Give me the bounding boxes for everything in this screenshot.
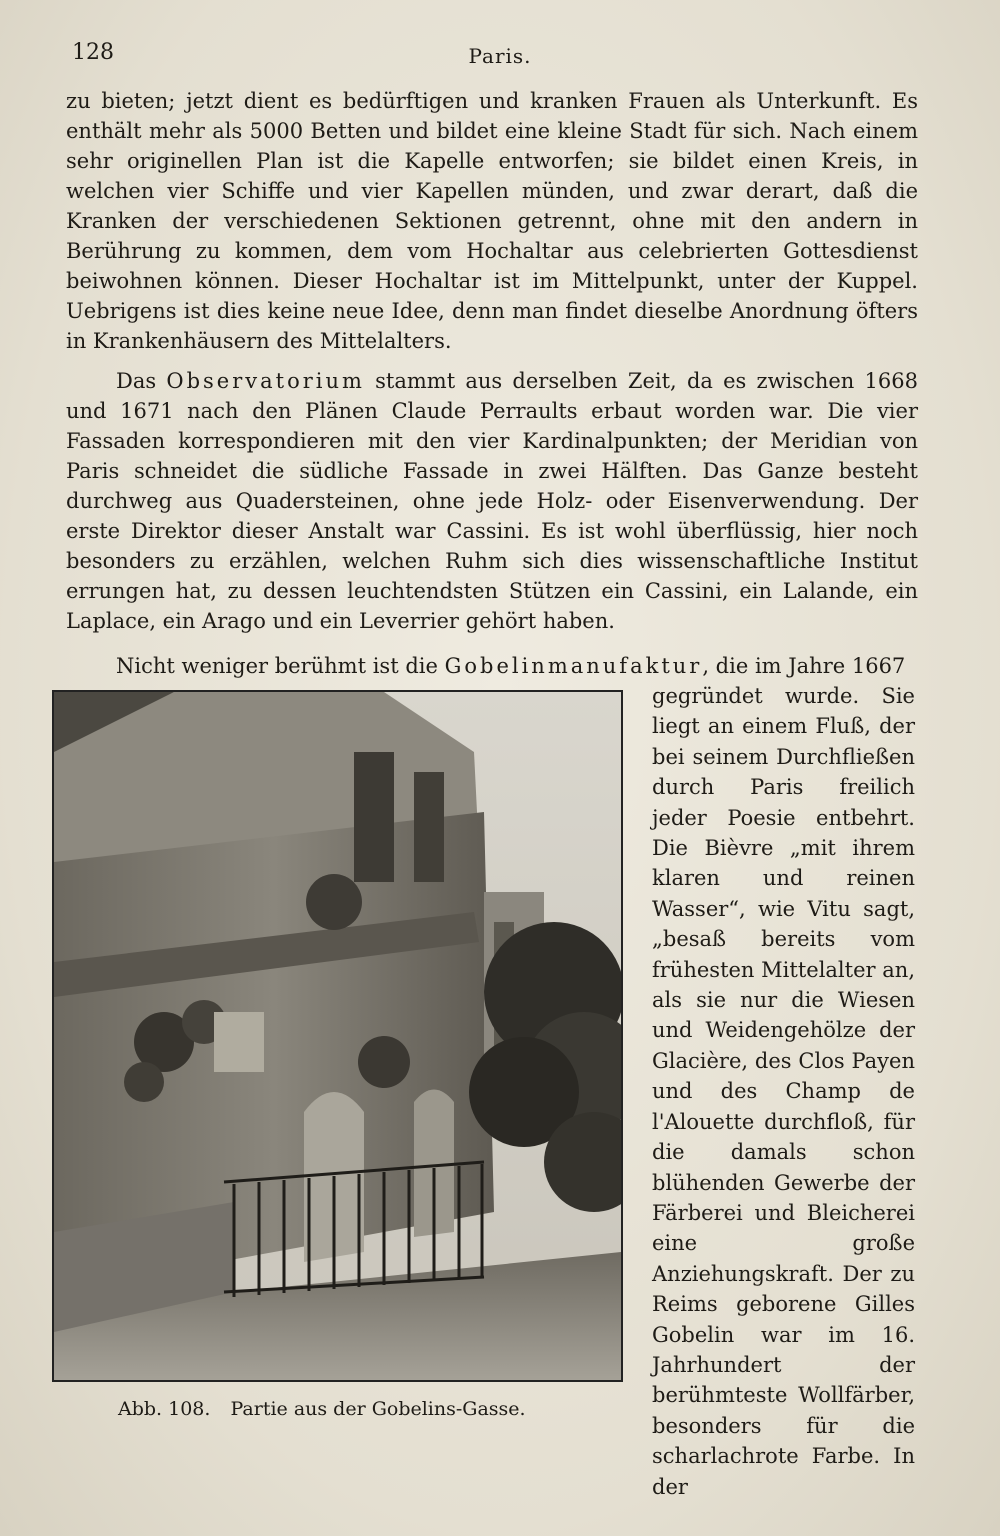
paragraph-gobelins-lead: Nicht weniger berühmt ist die: [116, 654, 445, 678]
paragraph-observatory-text: stammt aus derselben Zeit, da es zwischen 1668 und 1671 nach den Plänen Claude Perraults erbaut worden war. Die vier Fassaden korrespondieren mit den vier Kardinalpunkten; der Meridian von Paris schneidet die südliche Fassade in zwei Hälften. Das Ganze besteht durchweg aus Quadersteinen, ohne jede Holz- oder Eisenverwendung. Der erste Direktor dieser Anstalt war Cassini. Es ist wohl überflüssig, hier noch besonders zu erzählen, welchen Ruhm sich dies wissenschaftliche Institut errungen hat, zu dessen leuchtendsten Stützen ein Cassini, ein Lalande, ein Laplace, ein Arago und ein Leverrier gehört haben.: [66, 369, 918, 633]
running-title: Paris.: [468, 44, 532, 68]
page-number: 128: [72, 40, 114, 65]
paragraph-observatory: [66, 366, 918, 636]
paragraph-gobelins-tail: , die im Jahre 1667: [702, 654, 906, 678]
paragraph-hospital: zu bieten; jetzt dient es bedürftigen und kranken Frauen als Unterkunft. Es enthält mehr als 5000 Betten und bildet eine kleine Stadt für sich. Nach einem sehr originellen Plan ist die Kapelle entworfen; sie bildet einen Kreis, in welchen vier Schiffe und vier Kapellen münden, und zwar derart, daß die Kranken der verschiedenen Sektionen getrennt, ohne mit den andern in Berührung zu kommen, dem vom Hochaltar aus celebrierten Gottesdienst beiwohnen können. Dieser Hochaltar ist im Mittelpunkt, unter der Kuppel. Uebrigens ist dies keine neue Idee, denn man findet dieselbe Anordnung öfters in Krankenhäusern des Mittelalters.: [66, 89, 918, 353]
paragraph-gobelins-intro: [66, 651, 918, 681]
figure-caption: [118, 1398, 598, 1420]
side-column-text: gegründet wurde. Sie liegt an einem Fluß, der bei seinem Durchfließen durch Paris freilich jeder Poesie entbehrt. Die Bièvre „mit ihrem klaren und reinen Wasser“, wie Vitu sagt, „besaß bereits vom frühesten Mittelalter an, als sie nur die Wiesen und Weidengehölze der Glacière, des Clos Payen und des Champ de l'Alouette durchfloß, für die damals schon blühenden Gewerbe der Färberei und Bleicherei eine große Anziehungskraft. Der zu Reims geborene Gilles Gobelin war im 16. Jahrhundert der berühmteste Wollfärber, besonders für die scharlachrote Farbe. In der: [652, 684, 915, 1499]
photo-illustration: [54, 692, 621, 1380]
observatorium-emphasis: Observatorium: [166, 369, 365, 393]
gobelinmanufaktur-emphasis: Gobelinmanufaktur: [444, 654, 703, 678]
figure-caption-label: Abb. 108.: [118, 1398, 211, 1420]
paragraph-observatory-lead: Das: [116, 369, 167, 393]
figure-photo-gobelins-street: [52, 690, 623, 1382]
figure-caption-text: Partie aus der Gobelins-Gasse.: [230, 1398, 526, 1420]
